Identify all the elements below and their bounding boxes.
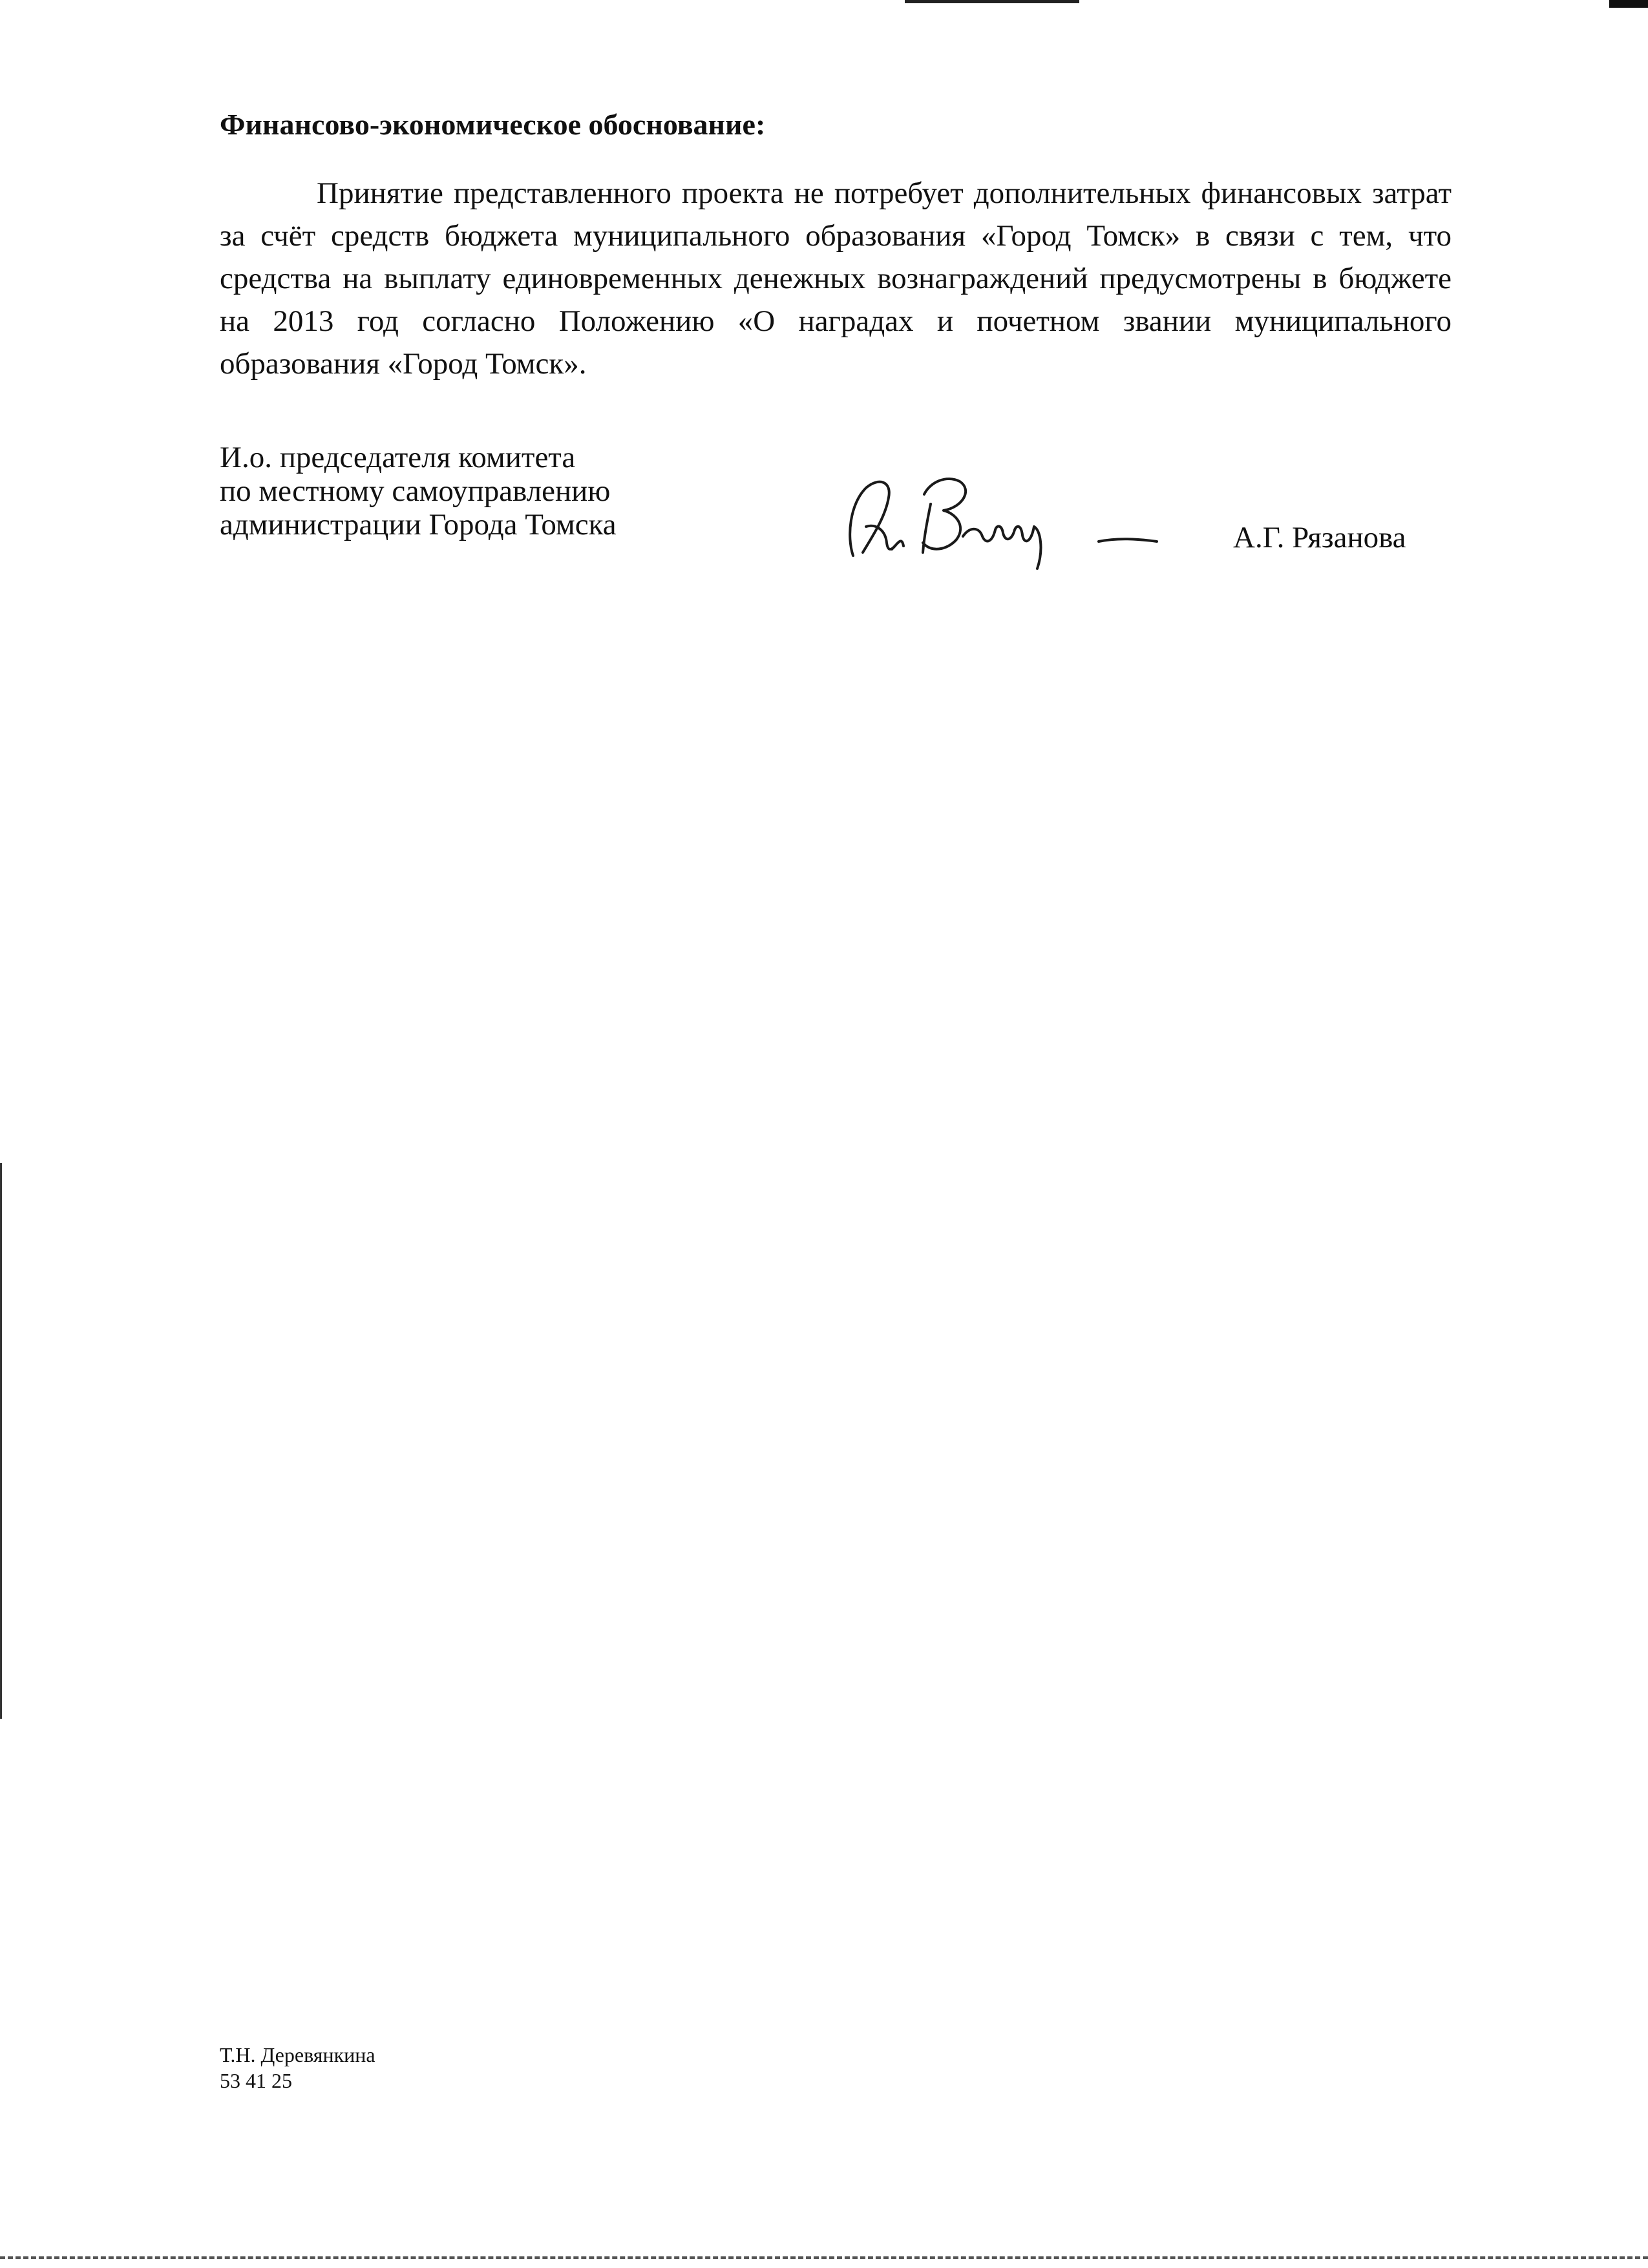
signatory-title-line: по местному самоуправлению	[220, 474, 611, 508]
body-paragraph: Принятие представленного проекта не потребует дополнительных финансовых затрат за счёт средств бюджета муниципального образования «Город Томск» в связи с тем, что средства на выплату единовременных денежных вознаграждений предусмотрены в бюджете на 2013 год согласно Положению «О наградах и почетном звании муниципального образования «Город Томск».	[220, 176, 1452, 381]
scan-artifact-left-edge	[0, 1163, 2, 1719]
scan-artifact-top	[905, 0, 1079, 3]
section-heading: Финансово-экономическое обоснование:	[220, 108, 766, 141]
signatory-title-line: И.о. председателя комитета	[220, 441, 576, 474]
handwritten-signature	[827, 465, 1163, 575]
executor-block	[220, 2042, 375, 2094]
signatory-name: А.Г. Рязанова	[1233, 521, 1406, 554]
signatory-title	[220, 441, 617, 541]
signatory-title-line: администрации Города Томска	[220, 508, 617, 541]
scan-artifact-corner	[1609, 0, 1648, 8]
scan-artifact-bottom-edge	[0, 2256, 1648, 2259]
executor-phone: 53 41 25	[220, 2069, 292, 2092]
executor-name: Т.Н. Деревянкина	[220, 2043, 375, 2066]
